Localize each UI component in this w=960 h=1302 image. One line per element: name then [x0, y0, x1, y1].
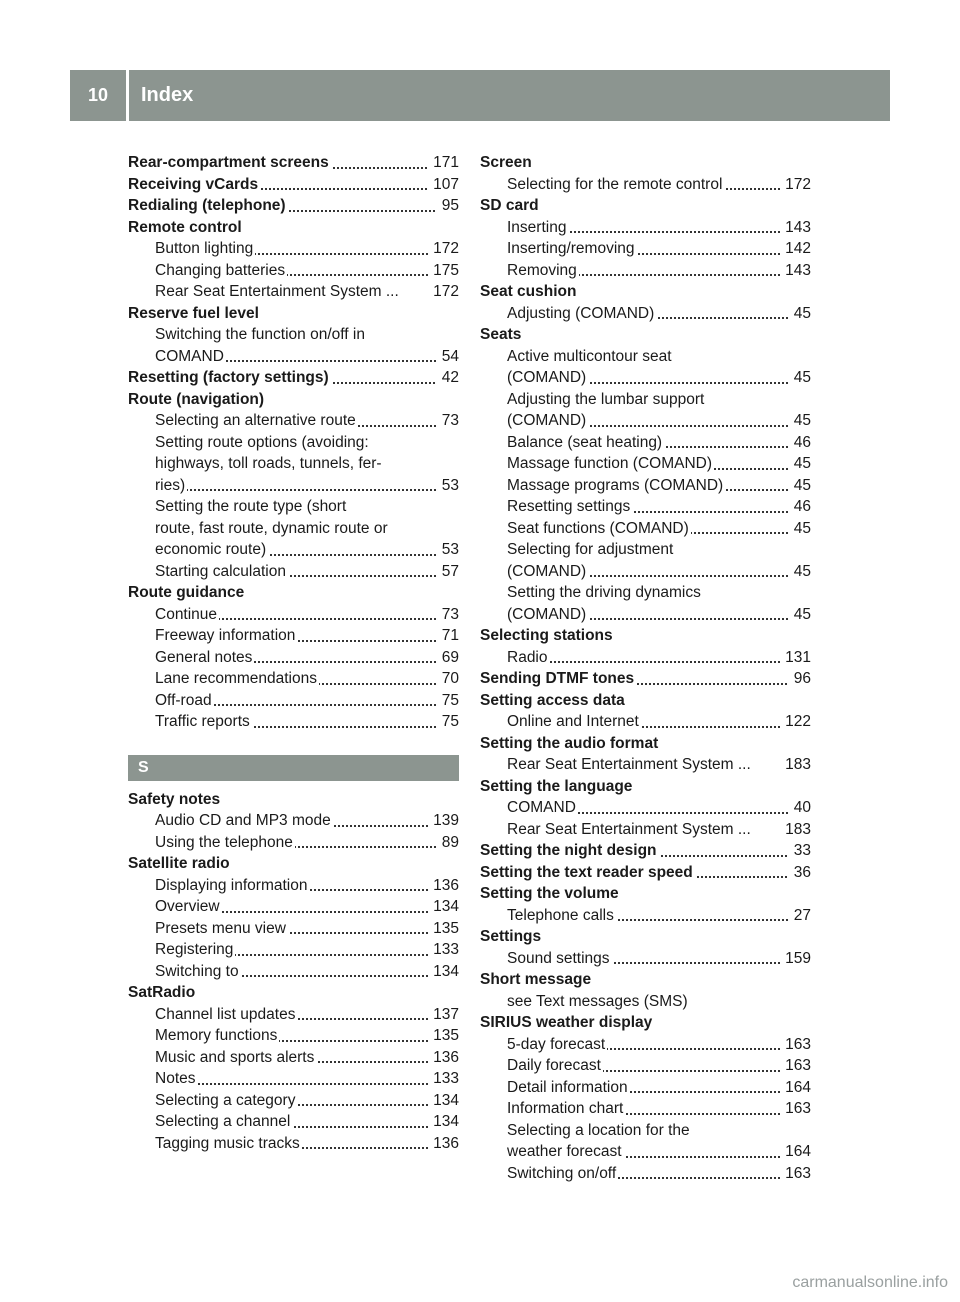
index-subentry — [480, 754, 811, 776]
entry-label: (COMAND) — [507, 369, 587, 386]
page-reference[interactable]: 45 — [789, 604, 811, 626]
index-subentry — [128, 238, 459, 260]
entry-label: Freeway information — [155, 627, 296, 644]
page-number: 10 — [87, 85, 109, 105]
index-subentry — [128, 518, 459, 540]
page-reference[interactable]: 133 — [428, 1068, 459, 1090]
page-reference[interactable]: 45 — [789, 453, 811, 475]
index-entry — [480, 625, 811, 647]
entry-label: Switching the function on/off in — [155, 326, 365, 343]
index-subentry — [480, 819, 811, 841]
index-subentry — [128, 1090, 459, 1112]
entry-label: Detail information — [507, 1078, 628, 1096]
entry-label: Setting the text reader speed — [480, 863, 693, 881]
index-subentry — [480, 217, 811, 239]
entry-label: Remote control — [128, 218, 242, 236]
entry-label: Removing — [507, 261, 577, 279]
page-reference[interactable]: 134 — [428, 896, 459, 918]
page-reference[interactable]: 45 — [789, 518, 811, 540]
index-subentry — [128, 475, 459, 497]
index-subentry — [480, 496, 811, 518]
index-entry — [480, 776, 811, 798]
section-title: Index — [141, 84, 194, 106]
index-subentry — [128, 260, 459, 282]
page-reference[interactable]: 45 — [789, 475, 811, 497]
page-reference[interactable]: 40 — [789, 797, 811, 819]
entry-label: Channel list updates — [155, 1005, 296, 1023]
page-reference[interactable]: 131 — [780, 647, 811, 669]
page-reference[interactable]: 172 — [428, 238, 459, 260]
page-reference[interactable]: 46 — [789, 496, 811, 518]
index-subentry — [128, 604, 459, 626]
page-reference[interactable]: 134 — [428, 961, 459, 983]
page-reference[interactable]: 122 — [780, 711, 811, 733]
entry-label: Setting the volume — [480, 885, 619, 902]
entry-label: Seat cushion — [480, 283, 577, 300]
index-subentry — [128, 647, 459, 669]
page-reference[interactable]: 27 — [789, 905, 811, 927]
index-entry — [128, 195, 459, 217]
entry-label: Off-road — [155, 691, 212, 709]
entry-label: Safety notes — [128, 790, 221, 808]
index-entry — [480, 152, 811, 174]
entry-label: weather forecast — [507, 1143, 622, 1160]
entry-label: Rear Seat Entertainment System ... — [507, 756, 751, 773]
page-reference[interactable]: 45 — [789, 367, 811, 389]
index-entry — [480, 1012, 811, 1034]
index-subentry — [480, 174, 811, 196]
entry-label: Selecting a channel — [155, 1113, 291, 1130]
index-subentry — [128, 832, 459, 854]
page-reference[interactable]: 42 — [437, 367, 459, 389]
index-entry — [480, 690, 811, 712]
index-entry — [480, 969, 811, 991]
page-reference[interactable]: 45 — [789, 303, 811, 325]
entry-label: Route guidance — [128, 584, 245, 601]
entry-label: Switching to — [155, 962, 239, 980]
page-reference[interactable]: 163 — [780, 1034, 811, 1056]
entry-label: Information chart — [507, 1100, 624, 1117]
index-subentry — [128, 961, 459, 983]
entry-label: Massage function (COMAND) — [507, 455, 713, 472]
entry-label: Registering — [155, 941, 234, 958]
entry-label: Selecting stations — [480, 627, 613, 644]
watermark: carmanualsonline.info — [792, 1274, 948, 1291]
index-subentry — [480, 260, 811, 282]
page-reference[interactable]: 135 — [428, 1025, 459, 1047]
index-subentry — [128, 711, 459, 733]
index-subentry — [128, 875, 459, 897]
entry-label: Settings — [480, 928, 542, 945]
page-reference[interactable]: 136 — [428, 1133, 459, 1155]
page-reference[interactable]: 143 — [780, 217, 811, 239]
index-subentry — [480, 1098, 811, 1120]
index-entry — [128, 389, 459, 411]
index-subentry — [128, 432, 459, 454]
index-entry — [480, 883, 811, 905]
entry-label: Selecting for the remote control — [507, 175, 723, 193]
page-reference[interactable]: 136 — [428, 1047, 459, 1069]
page-reference[interactable]: 95 — [437, 195, 459, 217]
entry-label: Rear-compartment screens — [128, 154, 329, 171]
index-entry — [128, 853, 459, 875]
entry-label: Sending DTMF tones — [480, 670, 635, 687]
index-column-right — [480, 152, 811, 1184]
entry-label: Starting calculation — [155, 562, 286, 580]
index-subentry — [128, 1025, 459, 1047]
index-entry — [128, 303, 459, 325]
entry-label: (COMAND) — [507, 412, 587, 429]
page-reference[interactable]: 96 — [789, 668, 811, 690]
index-entry — [128, 174, 459, 196]
index-entry — [480, 926, 811, 948]
entry-label: Daily forecast — [507, 1057, 601, 1074]
index-entry — [128, 582, 459, 604]
entry-label: Audio CD and MP3 mode — [155, 812, 331, 829]
entry-label: Selecting a category — [155, 1091, 296, 1109]
index-subentry — [128, 1111, 459, 1133]
page-reference[interactable]: 57 — [437, 561, 459, 583]
index-subentry — [480, 647, 811, 669]
index-subentry — [128, 1004, 459, 1026]
entry-label: Setting access data — [480, 691, 625, 709]
entry-label: Reserve fuel level — [128, 304, 259, 322]
index-entry — [128, 367, 459, 389]
page-reference[interactable]: 164 — [780, 1141, 811, 1163]
index-subentry — [480, 539, 811, 561]
dot-leader — [507, 661, 811, 663]
entry-label: Traffic reports — [155, 713, 250, 730]
index-subentry — [480, 367, 811, 389]
page-reference[interactable]: 183 — [780, 754, 811, 776]
page-reference[interactable]: 69 — [437, 647, 459, 669]
index-subentry — [128, 410, 459, 432]
index-entry — [128, 789, 459, 811]
entry-label: General notes — [155, 648, 253, 666]
page-reference[interactable]: 107 — [428, 174, 459, 196]
index-subentry — [480, 1141, 811, 1163]
entry-label: see Text messages (SMS) — [507, 992, 688, 1010]
index-subentry — [128, 625, 459, 647]
entry-label: Setting the language — [480, 777, 633, 795]
entry-label: Button lighting — [155, 240, 254, 257]
entry-label: Route (navigation) — [128, 390, 265, 408]
entry-label: Short message — [480, 971, 592, 988]
index-subentry — [128, 1047, 459, 1069]
index-subentry — [480, 303, 811, 325]
index-subentry — [480, 582, 811, 604]
dot-leader — [155, 1083, 459, 1085]
entry-label: SIRIUS weather display — [480, 1014, 653, 1031]
entry-label: Using the telephone — [155, 833, 293, 851]
entry-label: Presets menu view — [155, 919, 286, 937]
index-entry — [480, 668, 811, 690]
entry-label: Sound settings — [507, 949, 610, 967]
index-entry — [480, 281, 811, 303]
page-reference[interactable]: 75 — [437, 711, 459, 733]
entry-label: Selecting a location for the — [507, 1121, 690, 1139]
entry-label: economic route) — [155, 541, 267, 558]
index-subentry — [480, 991, 811, 1013]
page-reference[interactable]: 134 — [428, 1090, 459, 1112]
entry-label: Selecting for adjustment — [507, 541, 674, 558]
entry-label: Balance (seat heating) — [507, 433, 663, 451]
entry-label: SD card — [480, 197, 539, 214]
page-reference[interactable]: 163 — [780, 1163, 811, 1185]
entry-label: Setting the audio format — [480, 734, 659, 752]
page-reference[interactable]: 54 — [437, 346, 459, 368]
entry-label: Continue — [155, 605, 218, 623]
page-reference[interactable]: 175 — [428, 260, 459, 282]
index-subentry — [480, 475, 811, 497]
entry-label: Lane recommendations — [155, 670, 317, 687]
entry-label: route, fast route, dynamic route or — [155, 519, 388, 537]
entry-label: Overview — [155, 898, 220, 915]
page-reference[interactable]: 183 — [780, 819, 811, 841]
entry-label: Inserting/removing — [507, 240, 635, 257]
index-subentry — [480, 1055, 811, 1077]
entry-label: Massage programs (COMAND) — [507, 476, 724, 494]
page-reference[interactable]: 53 — [437, 475, 459, 497]
index-subentry — [128, 324, 459, 346]
index-subentry — [480, 238, 811, 260]
index-subentry — [480, 905, 811, 927]
entry-label: Displaying information — [155, 876, 308, 894]
entry-label: Setting the driving dynamics — [507, 584, 701, 601]
entry-label: (COMAND) — [507, 562, 587, 580]
page-reference[interactable]: 137 — [428, 1004, 459, 1026]
page-reference[interactable]: 53 — [437, 539, 459, 561]
index-subentry — [128, 1068, 459, 1090]
entry-label: Rear Seat Entertainment System ... — [155, 283, 399, 300]
index-subentry — [480, 1120, 811, 1142]
index-subentry — [480, 432, 811, 454]
page-reference[interactable]: 89 — [437, 832, 459, 854]
index-subentry — [128, 690, 459, 712]
index-subentry — [480, 346, 811, 368]
index-subentry — [128, 668, 459, 690]
page-reference[interactable]: 134 — [428, 1111, 459, 1133]
index-subentry — [480, 1034, 811, 1056]
entry-label: Switching on/off — [507, 1164, 617, 1182]
page-reference[interactable]: 33 — [789, 840, 811, 862]
entry-label: Seats — [480, 326, 522, 343]
entry-label: Changing batteries — [155, 261, 286, 279]
index-entry — [128, 217, 459, 239]
page-reference[interactable]: 159 — [780, 948, 811, 970]
index-subentry — [480, 797, 811, 819]
index-entry — [480, 324, 811, 346]
index-subentry — [480, 604, 811, 626]
entry-label: Setting the route type (short — [155, 498, 347, 515]
page-reference[interactable]: 136 — [428, 875, 459, 897]
index-subentry — [128, 810, 459, 832]
page-reference[interactable]: 139 — [428, 810, 459, 832]
header-divider — [126, 70, 129, 121]
page-reference[interactable]: 143 — [780, 260, 811, 282]
entry-label: Notes — [155, 1070, 196, 1087]
entry-label: Rear Seat Entertainment System ... — [507, 820, 751, 838]
index-subentry — [128, 281, 459, 303]
index-entry — [480, 733, 811, 755]
entry-label: Setting route options (avoiding: — [155, 433, 369, 451]
dot-leader — [155, 489, 459, 491]
index-subentry — [128, 896, 459, 918]
page-reference[interactable]: 171 — [428, 152, 459, 174]
entry-label: Active multicontour seat — [507, 347, 672, 365]
index-entry — [480, 840, 811, 862]
index-entry — [480, 862, 811, 884]
entry-label: SatRadio — [128, 984, 196, 1001]
entry-label: Receiving vCards — [128, 175, 259, 193]
index-subentry — [480, 1077, 811, 1099]
entry-label: COMAND — [155, 347, 224, 365]
entry-label: Memory functions — [155, 1027, 278, 1044]
index-subentry — [480, 948, 811, 970]
entry-label: Redialing (telephone) — [128, 197, 286, 214]
page-reference[interactable]: 73 — [437, 604, 459, 626]
page-reference[interactable]: 73 — [437, 410, 459, 432]
page-reference[interactable]: 164 — [780, 1077, 811, 1099]
letter-section-header: S — [128, 755, 459, 781]
index-entry — [128, 982, 459, 1004]
index-subentry — [128, 918, 459, 940]
entry-label: Online and Internet — [507, 713, 639, 730]
entry-label: Satellite radio — [128, 855, 230, 872]
page-reference[interactable]: 172 — [428, 281, 459, 303]
page-reference[interactable]: 163 — [780, 1098, 811, 1120]
page-reference[interactable]: 45 — [789, 561, 811, 583]
index-subentry — [480, 561, 811, 583]
entry-label: ries) — [155, 476, 186, 494]
entry-label: Resetting settings — [507, 498, 631, 515]
entry-label: Setting the night design — [480, 842, 657, 859]
index-subentry — [480, 1163, 811, 1185]
page-reference[interactable]: 36 — [789, 862, 811, 884]
entry-label: Telephone calls — [507, 906, 614, 924]
index-subentry — [128, 453, 459, 475]
page-reference[interactable]: 172 — [780, 174, 811, 196]
index-subentry — [128, 939, 459, 961]
entry-label: Music and sports alerts — [155, 1048, 315, 1066]
entry-label: Selecting an alternative route — [155, 412, 356, 429]
entry-label: Adjusting the lumbar support — [507, 390, 705, 408]
index-subentry — [128, 539, 459, 561]
index-subentry — [480, 410, 811, 432]
index-entry — [480, 195, 811, 217]
entry-label: Radio — [507, 648, 548, 666]
index-subentry — [480, 389, 811, 411]
page-reference[interactable]: 142 — [780, 238, 811, 260]
entry-label: highways, toll roads, tunnels, fer- — [155, 455, 382, 472]
page-reference[interactable]: 45 — [789, 410, 811, 432]
page-reference[interactable]: 75 — [437, 690, 459, 712]
index-subentry — [128, 1133, 459, 1155]
entry-label: Tagging music tracks — [155, 1134, 300, 1152]
page-reference[interactable]: 163 — [780, 1055, 811, 1077]
index-subentry — [128, 561, 459, 583]
page-reference[interactable]: 71 — [437, 625, 459, 647]
page-reference[interactable]: 135 — [428, 918, 459, 940]
page-reference[interactable]: 133 — [428, 939, 459, 961]
entry-label: Resetting (factory settings) — [128, 369, 329, 386]
entry-label: Seat functions (COMAND) — [507, 519, 689, 537]
entry-label: COMAND — [507, 799, 576, 816]
index-subentry — [480, 518, 811, 540]
entry-label: Adjusting (COMAND) — [507, 304, 655, 322]
page-reference[interactable]: 46 — [789, 432, 811, 454]
entry-label: Inserting — [507, 218, 567, 236]
index-column-left — [128, 152, 459, 1154]
index-subentry — [480, 453, 811, 475]
entry-label: Screen — [480, 154, 532, 171]
index-subentry — [128, 346, 459, 368]
page-reference[interactable]: 70 — [437, 668, 459, 690]
entry-label: (COMAND) — [507, 605, 587, 623]
index-entry — [128, 152, 459, 174]
index-subentry — [480, 711, 811, 733]
entry-label: 5-day forecast — [507, 1035, 606, 1053]
index-subentry — [128, 496, 459, 518]
